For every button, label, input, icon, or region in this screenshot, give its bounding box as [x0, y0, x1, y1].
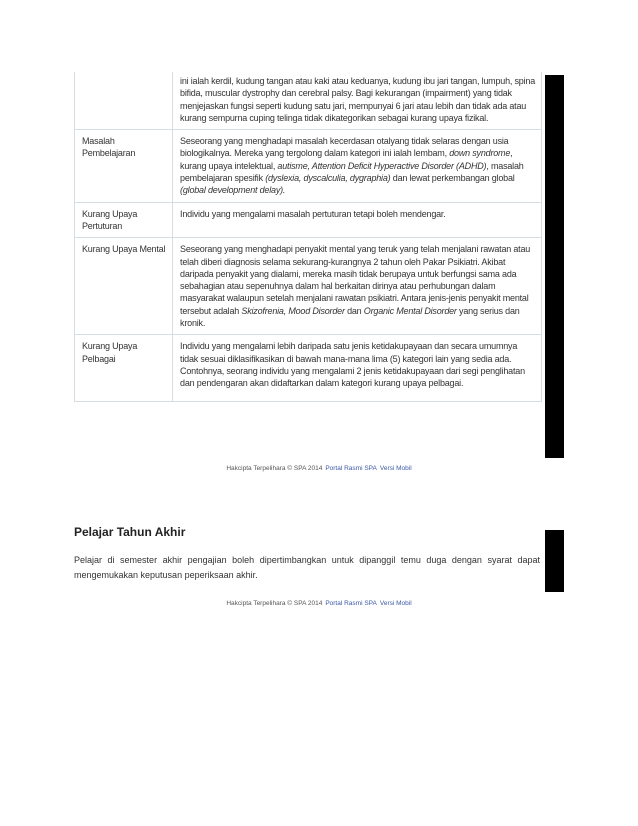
- category-label: Kurang Upaya Pertuturan: [75, 202, 173, 238]
- text-run: Individu yang mengalami lebih daripada satu jenis ketidakupayaan dan secara umumnya tidak sesuai diklasifikasikan di bawah mana-mana lima (5) kategori lain yang sedia ada. Contohnya, seorang individu yang mengalami 2 jenis ketidakupayaan dari segi penglihatan dan pendengaran akan didaftarkan dalam kategori kurang upaya pelbagai.: [180, 341, 525, 389]
- category-table: [74, 72, 542, 402]
- italic-term: autisme, Attention Deficit Hyperactive Disorder (ADHD): [277, 160, 487, 171]
- text-run: , kurang upaya intelektual,: [180, 148, 513, 171]
- mobile-version-link[interactable]: Versi Mobil: [379, 600, 412, 607]
- copyright-text: Hakcipta Terpelihara © SPA 2014: [226, 465, 323, 472]
- right-edge-bar: [545, 75, 564, 458]
- text-run: Seseorang yang menghadapi penyakit mental yang teruk yang telah menjalani rawatan atau telah diberi diagnosis selama sekurang-kurangnya 2 tahun oleh Pakar Psikiatri. Akibat daripada penyakit yang dialami, mereka masih tidak berupaya untuk berfungsi sama ada sebahagian atau sepenuhnya dalam hal berkaitan dirinya atau perhubungan dalam masyarakat walaupun setelah menjalani rawatan psikiatri. Antara jenis-jenis penyakit mental tersebut adalah: [180, 244, 531, 316]
- category-label: Kurang Upaya Mental: [75, 238, 173, 335]
- table-row: [75, 202, 542, 238]
- page-footer: [0, 465, 638, 472]
- copyright-text: Hakcipta Terpelihara © SPA 2014: [226, 600, 323, 607]
- table-row: [75, 238, 542, 335]
- text-run: , masalah pembelajaran spesifik: [180, 160, 524, 184]
- section-title: Pelajar Tahun Akhir: [74, 525, 186, 539]
- italic-term: (dyslexia, dyscalculia, dygraphia): [265, 173, 391, 184]
- text-run: Seseorang yang menghadapi masalah kecerdasan otalyang tidak selaras dengan usia biologikalnya. Mereka yang tergolong dalam kategori ini ialah lembam,: [180, 136, 509, 159]
- right-edge-bar: [545, 530, 564, 592]
- text-run: yang serius dan kronik.: [180, 305, 520, 329]
- table-row: [75, 335, 542, 401]
- category-description: [173, 202, 542, 238]
- portal-link[interactable]: Portal Rasmi SPA: [325, 465, 377, 472]
- section-body: Pelajar di semester akhir pengajian boleh dipertimbangkan untuk dipanggil temu duga dengan syarat dapat mengemukakan keputusan peperiksaan akhir.: [74, 555, 540, 580]
- text-run: ini ialah kerdil, kudung tangan atau kaki atau keduanya, kudung ibu jari tangan, lumpuh, spina bifida, muscular dystrophy dan cerebral palsy. Bagi kekurangan (impairment) yang tidak menjejaskan fungsi seperti kudung satu jari, mempunyai 6 jari atau lebih dan tidak ada atau kurang sempurna cuping telinga tidak dikategorikan sebagai kurang upaya fizikal.: [180, 76, 536, 123]
- table-row: [75, 130, 542, 202]
- category-description: [173, 238, 542, 335]
- category-description: [173, 130, 542, 202]
- italic-term: down syndrome: [449, 148, 511, 159]
- table-row: [75, 72, 542, 130]
- category-label: Masalah Pembelajaran: [75, 130, 173, 202]
- mobile-version-link[interactable]: Versi Mobil: [379, 465, 412, 472]
- category-label: [75, 72, 173, 130]
- portal-link[interactable]: Portal Rasmi SPA: [325, 600, 377, 607]
- category-label: Kurang Upaya Pelbagai: [75, 335, 173, 401]
- category-description: [173, 72, 542, 130]
- italic-term: (global development delay).: [180, 185, 286, 196]
- italic-term: Skizofrenia, Mood Disorder: [241, 305, 345, 316]
- italic-term: Organic Mental Disorder: [363, 305, 457, 316]
- disability-category-table: [74, 72, 542, 402]
- page-footer: [0, 600, 638, 607]
- text-run: dan lewat perkembangan global: [390, 173, 515, 184]
- category-description: [173, 335, 542, 401]
- text-run: dan: [344, 305, 364, 316]
- text-run: Individu yang mengalami masalah pertuturan tetapi boleh mendengar.: [180, 208, 446, 219]
